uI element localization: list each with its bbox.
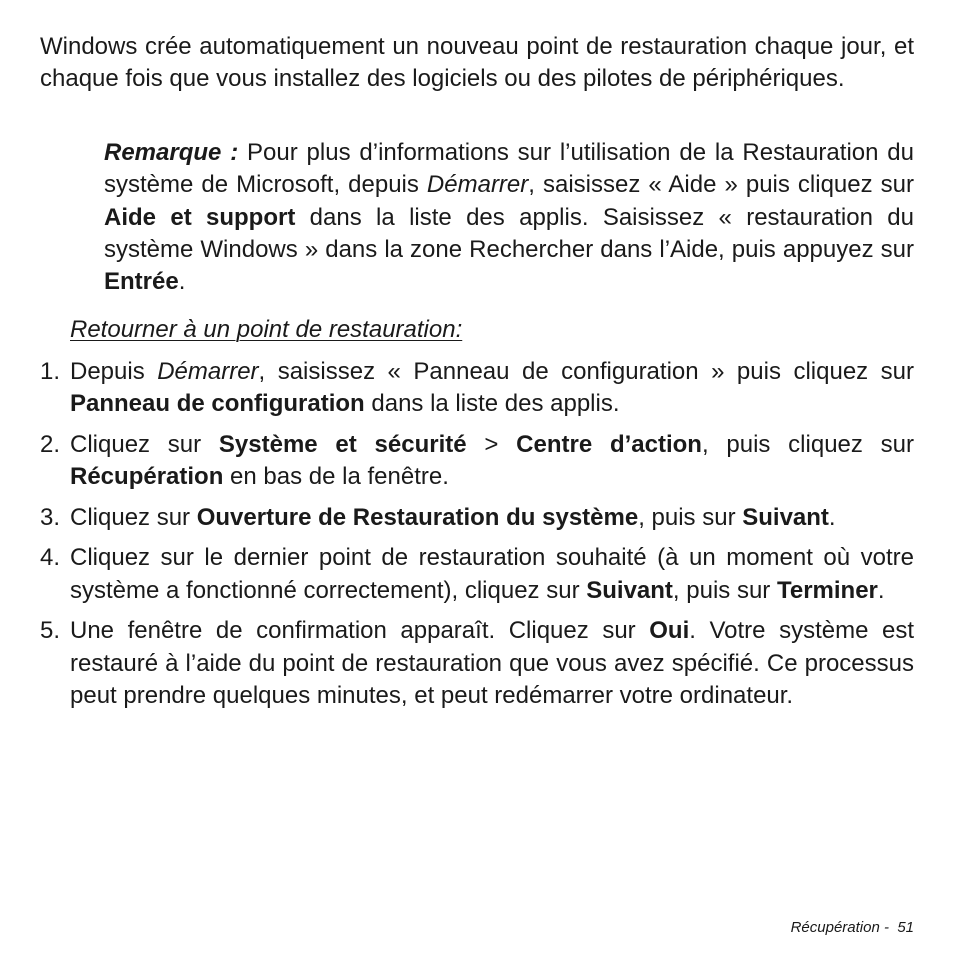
step-number: 4.	[40, 544, 61, 572]
page-number: 51	[897, 919, 914, 936]
step-bold-term: Récupération	[70, 463, 224, 491]
note-label: Remarque :	[104, 139, 239, 166]
step-number: 2.	[40, 430, 61, 458]
step-text-segment: en bas de la fenêtre.	[223, 463, 449, 491]
note-entree: Entrée	[104, 268, 179, 296]
step-number: 3.	[40, 503, 61, 531]
list-item	[40, 542, 914, 607]
step-text-segment: Depuis	[70, 358, 158, 385]
note-demarrer: Démarrer	[426, 171, 529, 199]
step-text-segment: Cliquez sur	[70, 430, 219, 458]
step-text-segment: dans la liste des applis.	[364, 390, 620, 418]
footer-section-title: Récupération -	[790, 919, 889, 936]
note-text-1: Pour plus d’informations sur l’utilisation de la Restauration du système de Microsoft, depuis	[104, 139, 914, 199]
step-bold-term: Suivant	[742, 503, 829, 531]
step-text-segment: .	[877, 576, 885, 604]
note-aide-support: Aide et support	[104, 203, 296, 231]
step-text-segment: , puis sur	[638, 503, 743, 531]
step-bold-term: Terminer	[776, 576, 878, 604]
step-text	[70, 542, 914, 607]
step-text-segment: Cliquez sur	[70, 503, 197, 531]
step-text	[70, 502, 914, 534]
step-bold-term: Oui	[649, 617, 690, 645]
step-text-segment: Une fenêtre de confirmation apparaît. Cliquez sur	[70, 617, 650, 645]
step-bold-term: Ouverture de Restauration du système	[196, 503, 639, 531]
step-number: 5.	[40, 617, 61, 645]
step-text-segment: , saisissez « Panneau de configuration » puis cliquez sur	[258, 358, 914, 385]
step-text-segment: >	[466, 430, 517, 458]
step-bold-term: Centre d’action	[516, 430, 702, 458]
intro-paragraph: Windows crée automatiquement un nouveau point de restauration chaque jour, et chaque fois que vous installez des logiciels ou des pilotes de périphériques.	[40, 33, 914, 93]
step-bold-term: Système et sécurité	[218, 430, 467, 458]
step-text-segment: , puis sur	[672, 576, 777, 604]
list-item	[40, 502, 914, 534]
step-text-segment: . Votre système est restauré à l’aide du point de restauration que vous avez spécifié. Ce processus peut prendre quelques minutes, et peut redémarrer votre ordinateur.	[70, 617, 915, 709]
note-text-4: .	[178, 268, 186, 296]
step-bold-term: Suivant	[586, 576, 673, 604]
note-text-2: , saisissez « Aide » puis cliquez sur	[528, 171, 914, 199]
step-text-segment: Cliquez sur le dernier point de restauration souhaité (à un moment où votre système a fonctionné correctement), cliquez sur	[70, 544, 914, 604]
step-text-segment: , puis cliquez sur	[701, 430, 914, 458]
note-paragraph	[104, 137, 914, 298]
step-text	[70, 356, 914, 421]
steps-list	[40, 356, 914, 720]
list-item	[40, 356, 914, 421]
note-text-3: dans la liste des applis. Saisissez « restauration du système Windows » dans la zone Rechercher dans l’Aide, puis appuyez sur	[104, 203, 914, 263]
section-subheading: Retourner à un point de restauration:	[70, 316, 463, 343]
list-item	[40, 429, 914, 494]
step-text	[70, 615, 914, 712]
step-text-segment: .	[828, 503, 836, 531]
step-number: 1.	[40, 358, 61, 385]
step-bold-term: Panneau de configuration	[70, 390, 365, 418]
step-italic-term: Démarrer	[157, 358, 259, 385]
step-text	[70, 429, 914, 494]
page-footer	[700, 918, 914, 938]
list-item	[40, 615, 914, 712]
